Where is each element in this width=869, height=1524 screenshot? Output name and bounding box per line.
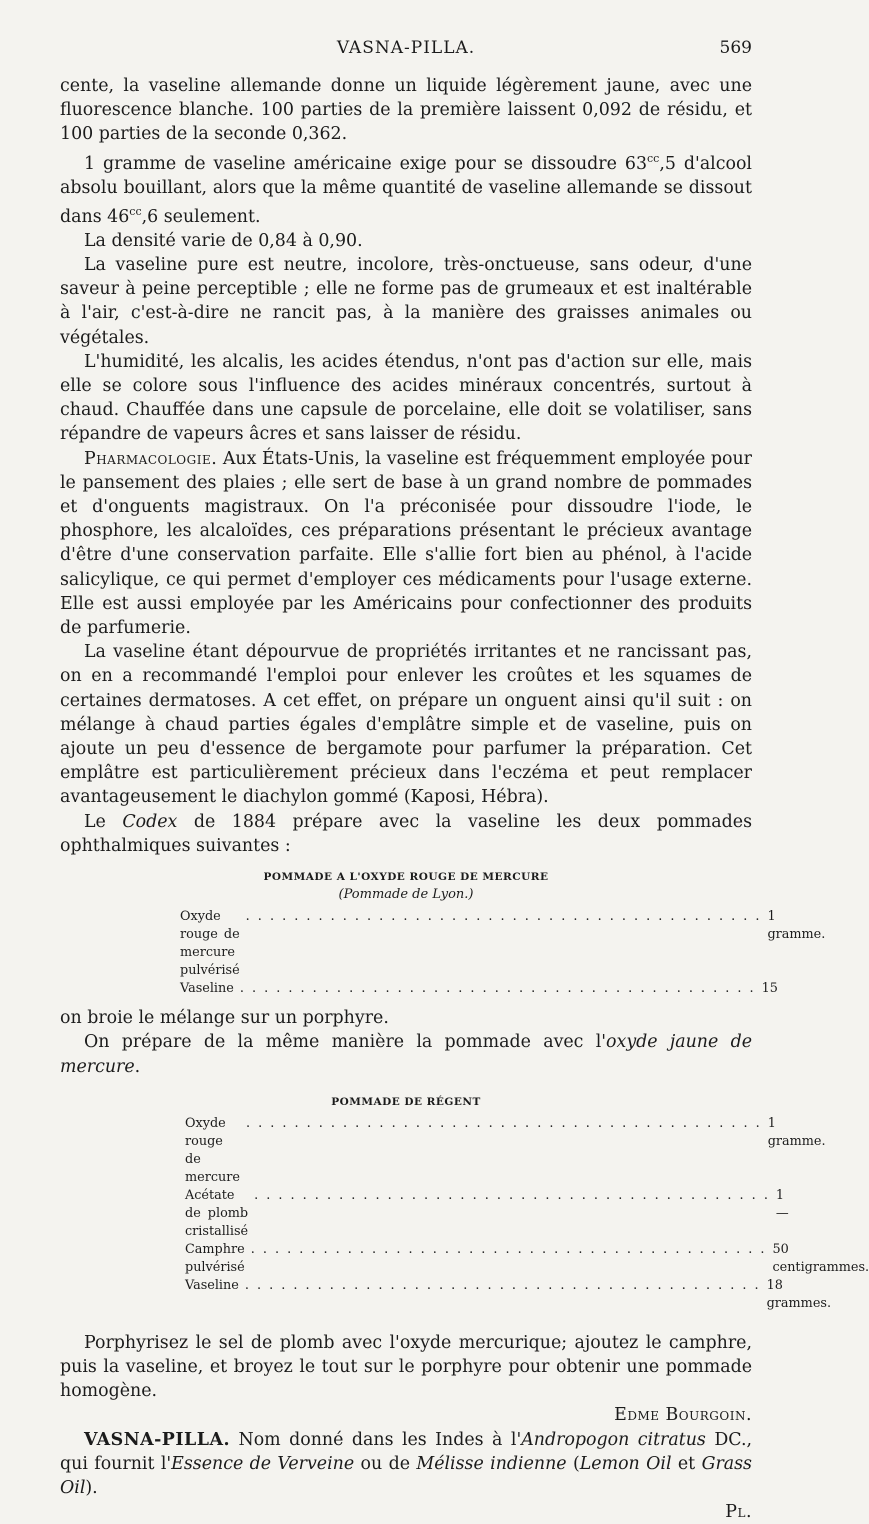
paragraph-instructions: Porphyrisez le sel de plomb avec l'oxyde mercurique; ajoutez le camphre, puis la vaseline, et broyez le tout sur le porphyre pour obtenir une pommade homogène. [60,1332,752,1402]
paragraph-porphyre: on broie le mélange sur un porphyre. [60,1008,389,1029]
formula-regent [60,1093,869,1313]
dictionary-entry: VASNA-PILLA. Nom donné dans les Indes à l'Andropogon citratus DC., qui fournit l'Essence de Verveine ou de Mélisse indienne (Lemon Oil et Grass Oil). [60,1429,752,1498]
paragraph-pharmacology: Pharmacologie. Aux États-Unis, la vaseline est fréquemment employée pour le pansement des plaies ; elle sert de base à un grand nombre de pommades et d'onguents magistraux. On l'a préconisée pour dissoudre l'iode, le phosphore, les alcaloïdes, ces préparations présentant le précieux avantage d'être d'une conservation parfaite. Elle s'allie fort bien au phénol, à l'acide salicylique, ce qui permet d'employer ces médicaments pour l'usage externe. Elle est aussi employée par les Américains pour confectionner des produits de parfumerie. [60,448,752,639]
paragraph-solubility: 1 gramme de vaseline américaine exige pour se dissoudre $63^{cc},5$ d'alcool absolu bouillant, alors que la même quantité de vaseline allemande se dissout dans $46^{cc},6$ seulement. [60,151,752,227]
entry-term: VASNA-PILLA. [84,1429,231,1450]
entry-signature: Pl. [725,1502,752,1523]
formula-title: POMMADE DE RÉGENT [331,1095,481,1108]
author-signature: Edme Bourgoin. [614,1405,752,1426]
paragraph-codex: Le Codex de 1884 prépare avec la vaseline les deux pommades ophthalmiques suivantes : [60,811,753,856]
running-title: VASNA-PILLA. [336,38,476,58]
formula-row: Vaseline . . . . . . . . . . . . . . . . . . . . . . . . . . . . . . . . . . . . . . . . . . . 15 [180,981,778,997]
formula-row: Oxyde rouge de mercure . . . . . . . . . . . . . . . . . . . . . . . . . . . . . . . . . . . . . . . . . . . 1 gramme. [185,1115,826,1185]
formula-subtitle: (Pommade de Lyon.) [338,887,474,903]
formula-row: Camphre pulvérisé . . . . . . . . . . . . . . . . . . . . . . . . . . . . . . . . . . . . . . . . . . . 50 centigrammes. [185,1241,869,1275]
paragraph-residue: cente, la vaseline allemande donne un liquide légèrement jaune, avec une fluorescence blanche. 100 parties de la première laissent 0,092 de résidu, et 100 parties de la seconde 0,362. [60,76,752,145]
formula-row: Acétate de plomb cristallisé . . . . . . . . . . . . . . . . . . . . . . . . . . . . . . . . . . . . . . . . . . . 1 — [185,1187,789,1239]
paragraph-yellow-oxide: On prépare de la même manière la pommade avec l'oxyde jaune de mercure. [60,1032,752,1077]
paragraph-properties: La vaseline pure est neutre, incolore, très-onctueuse, sans odeur, d'une saveur à peine perceptible ; elle ne forme pas de grumeaux et est inaltérable à l'air, c'est-à-dire ne rancit pas, à la manière des graisses animales ou végétales. [60,255,752,348]
page-body [60,74,869,1524]
page-number: 569 [719,38,752,58]
paragraph-density: La densité varie de 0,84 à 0,90. [84,230,363,251]
entry-signature-row [60,1500,752,1524]
formula-row: Oxyde rouge de mercure pulvérisé . . . . . . . . . . . . . . . . . . . . . . . . . . . . . . . . . . . . . . . . . . . 1 gramme. [180,909,826,979]
formula-row: Vaseline . . . . . . . . . . . . . . . . . . . . . . . . . . . . . . . . . . . . . . . . . . . 18 grammes. [185,1277,832,1311]
formula-title: POMMADE A L'OXYDE ROUGE DE MERCURE [263,871,549,884]
page-header [60,38,752,68]
author-signature-row [60,1403,752,1427]
paragraph-reactions: L'humidité, les alcalis, les acides étendus, n'ont pas d'action sur elle, mais elle se colore sous l'influence des acides minéraux concentrés, surtout à chaud. Chauffée dans une capsule de porcelaine, elle doit se volatiliser, sans répandre de vapeurs âcres et sans laisser de résidu. [60,351,752,445]
formula-red-oxide [60,868,826,998]
paragraph-dermatology: La vaseline étant dépourvue de propriétés irritantes et ne rancissant pas, on en a recommandé l'emploi pour enlever les croûtes et les squames de certaines dermatoses. A cet effet, on prépare un onguent ainsi qu'il suit : on mélange à chaud parties égales d'emplâtre simple et de vaseline, puis on ajoute un peu d'essence de bergamote pour parfumer la préparation. Cet emplâtre est particulièrement précieux dans l'eczéma et peut remplacer avantageusement le diachylon gommé (Kaposi, Hébra). [60,642,752,808]
section-heading: Pharmacologie. [84,448,218,469]
